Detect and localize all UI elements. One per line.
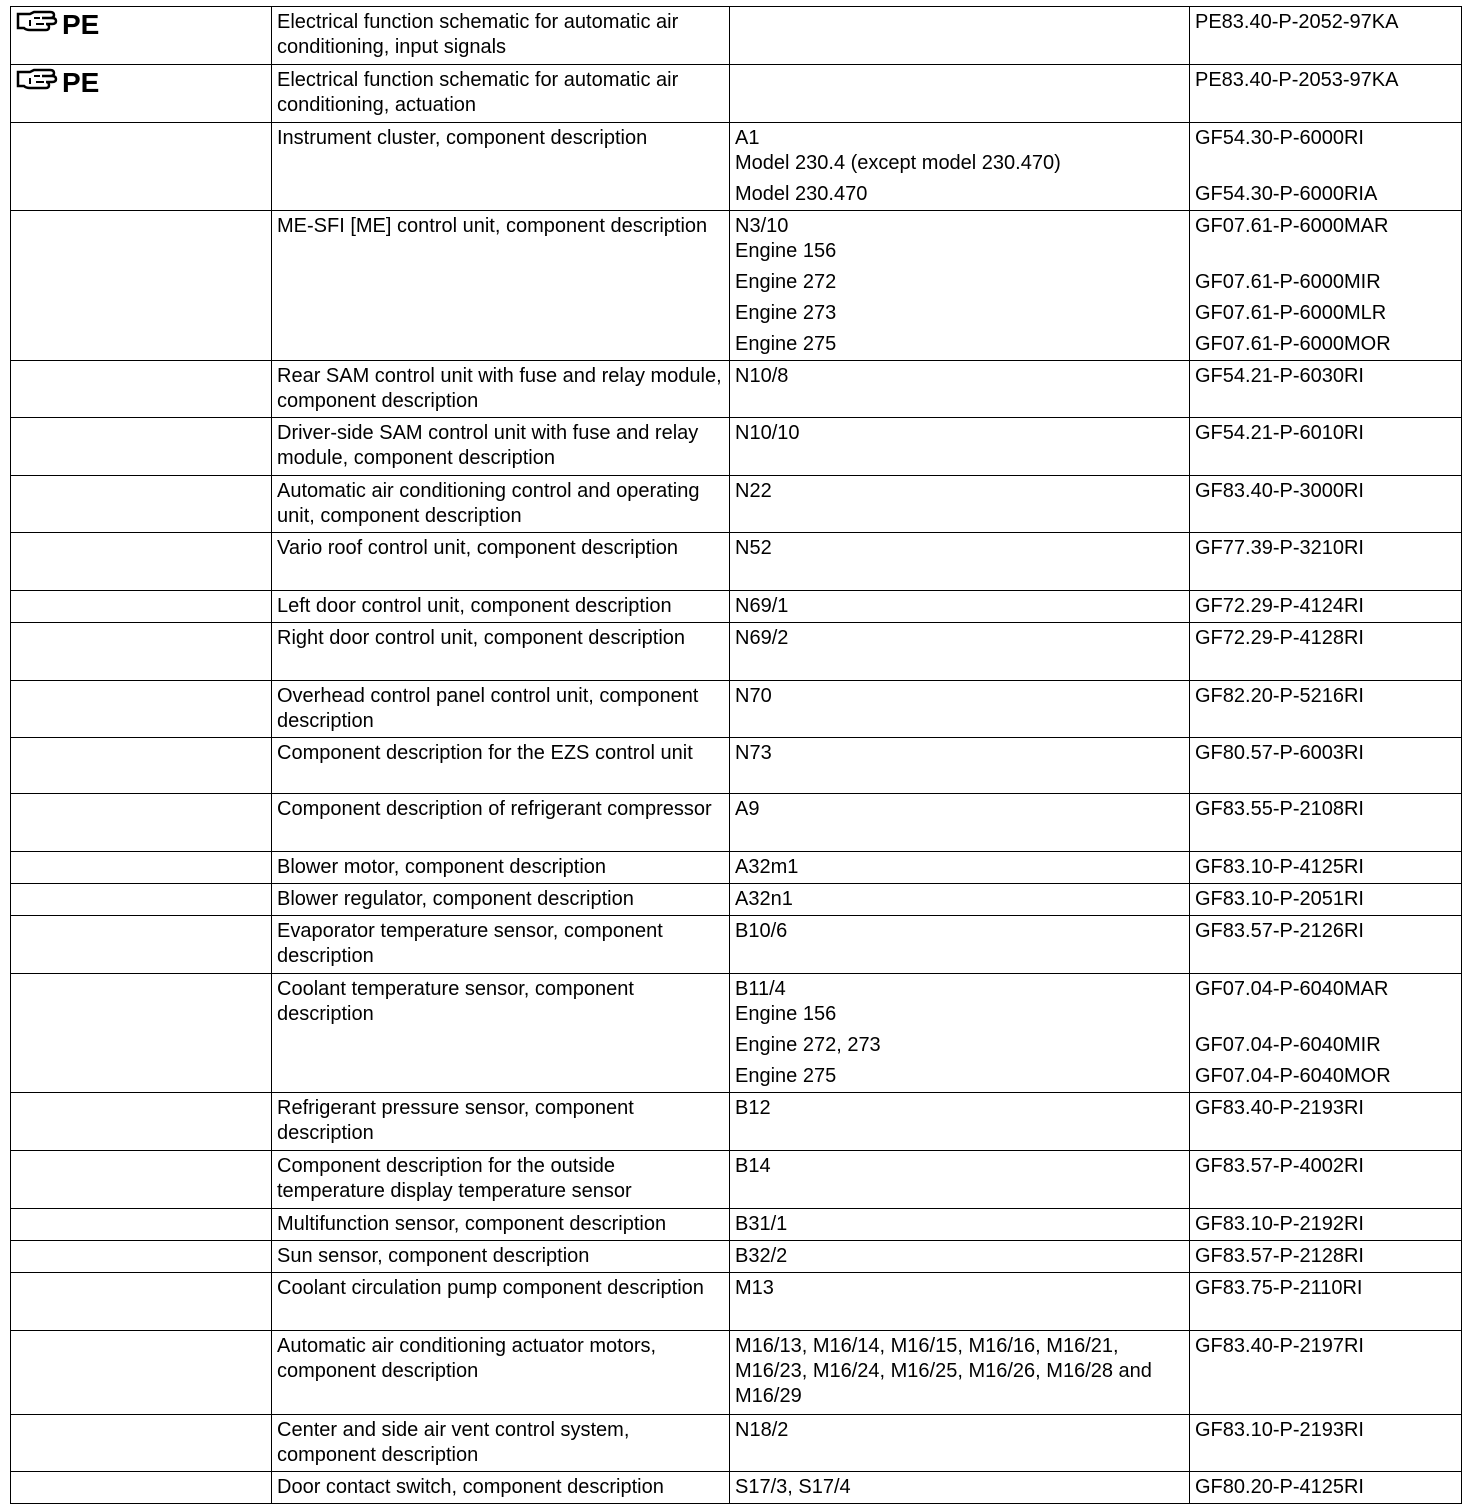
code-cell bbox=[730, 123, 1190, 211]
document-link bbox=[1195, 1002, 1456, 1027]
description-cell: Automatic air conditioning actuator motors, component description bbox=[272, 1331, 730, 1415]
marker-cell bbox=[11, 738, 272, 794]
description-cell: Left door control unit, component description bbox=[272, 591, 730, 623]
document-link[interactable]: GF07.04-P-6040MIR bbox=[1195, 1034, 1381, 1056]
document-link[interactable]: GF83.10-P-4125RI bbox=[1195, 856, 1364, 878]
code-line: N10/10 bbox=[735, 422, 800, 444]
code-line: Engine 272 bbox=[735, 271, 837, 293]
document-link[interactable]: GF83.57-P-2126RI bbox=[1195, 920, 1364, 942]
document-cell bbox=[1190, 476, 1462, 533]
document-cell bbox=[1190, 1241, 1462, 1273]
code-cell bbox=[730, 884, 1190, 916]
document-cell bbox=[1190, 1472, 1462, 1504]
code-line: N73 bbox=[735, 742, 772, 764]
table-row bbox=[11, 211, 1462, 361]
code-line: B14 bbox=[735, 1155, 771, 1177]
code-cell bbox=[730, 591, 1190, 623]
document-link[interactable]: GF80.57-P-6003RI bbox=[1195, 742, 1364, 764]
table-row bbox=[11, 7, 1462, 65]
table-row bbox=[11, 1472, 1462, 1504]
code-line: N3/10 bbox=[735, 215, 789, 237]
hand-pointer-icon bbox=[16, 68, 62, 97]
marker-cell bbox=[11, 361, 272, 418]
marker-cell bbox=[11, 1093, 272, 1151]
description-cell: Center and side air vent control system, component description bbox=[272, 1415, 730, 1472]
description-cell: Electrical function schematic for automatic air conditioning, actuation bbox=[272, 65, 730, 123]
description-cell: Blower motor, component description bbox=[272, 852, 730, 884]
code-line: Engine 272, 273 bbox=[735, 1034, 881, 1056]
code-cell bbox=[730, 1093, 1190, 1151]
table-row bbox=[11, 623, 1462, 681]
code-cell bbox=[730, 738, 1190, 794]
document-cell bbox=[1190, 211, 1462, 361]
document-link[interactable]: GF82.20-P-5216RI bbox=[1195, 685, 1364, 707]
code-line: Engine 156 bbox=[735, 1003, 837, 1025]
description-cell: Rear SAM control unit with fuse and relay module, component description bbox=[272, 361, 730, 418]
document-link[interactable]: GF54.21-P-6030RI bbox=[1195, 365, 1364, 387]
table-row bbox=[11, 1209, 1462, 1241]
code-cell bbox=[730, 623, 1190, 681]
marker-cell bbox=[11, 123, 272, 211]
document-cell bbox=[1190, 7, 1462, 65]
table-row bbox=[11, 738, 1462, 794]
table-row bbox=[11, 1415, 1462, 1472]
marker-cell bbox=[11, 623, 272, 681]
code-cell bbox=[730, 476, 1190, 533]
table-row bbox=[11, 418, 1462, 476]
description-cell: Blower regulator, component description bbox=[272, 884, 730, 916]
code-line: A32n1 bbox=[735, 888, 793, 910]
marker-cell bbox=[11, 1472, 272, 1504]
code-cell bbox=[730, 681, 1190, 738]
code-line: N69/2 bbox=[735, 627, 789, 649]
document-cell bbox=[1190, 65, 1462, 123]
code-cell bbox=[730, 65, 1190, 123]
code-line: Engine 275 bbox=[735, 333, 837, 355]
code-line: Model 230.4 (except model 230.470) bbox=[735, 152, 1061, 174]
document-link[interactable]: GF07.61-P-6000MOR bbox=[1195, 333, 1391, 355]
code-line: B11/4 bbox=[735, 978, 786, 1000]
document-link[interactable]: GF07.61-P-6000MAR bbox=[1195, 215, 1389, 237]
description-cell: Overhead control panel control unit, component description bbox=[272, 681, 730, 738]
table-row bbox=[11, 361, 1462, 418]
document-cell bbox=[1190, 623, 1462, 681]
pe-marker[interactable] bbox=[16, 10, 266, 39]
description-cell: Evaporator temperature sensor, component description bbox=[272, 916, 730, 974]
marker-cell bbox=[11, 533, 272, 591]
document-link[interactable]: GF83.40-P-3000RI bbox=[1195, 480, 1364, 502]
document-link bbox=[1195, 151, 1456, 176]
document-link[interactable]: PE83.40-P-2052-97KA bbox=[1195, 11, 1399, 33]
marker-cell bbox=[11, 1241, 272, 1273]
description-cell: Refrigerant pressure sensor, component description bbox=[272, 1093, 730, 1151]
marker-cell bbox=[11, 65, 272, 123]
description-cell: Component description for the EZS control unit bbox=[272, 738, 730, 794]
table-row bbox=[11, 916, 1462, 974]
marker-cell bbox=[11, 794, 272, 852]
description-cell: Vario roof control unit, component description bbox=[272, 533, 730, 591]
code-cell bbox=[730, 794, 1190, 852]
code-line: N18/2 bbox=[735, 1419, 789, 1441]
document-link[interactable]: GF83.57-P-4002RI bbox=[1195, 1155, 1364, 1177]
description-cell: ME-SFI [ME] control unit, component description bbox=[272, 211, 730, 361]
document-cell bbox=[1190, 794, 1462, 852]
marker-cell bbox=[11, 1151, 272, 1209]
document-cell bbox=[1190, 361, 1462, 418]
description-cell: Coolant circulation pump component description bbox=[272, 1273, 730, 1331]
table-row bbox=[11, 1273, 1462, 1331]
document-cell bbox=[1190, 1331, 1462, 1415]
code-line: N22 bbox=[735, 480, 772, 502]
description-cell: Sun sensor, component description bbox=[272, 1241, 730, 1273]
document-link[interactable]: GF07.04-P-6040MOR bbox=[1195, 1065, 1391, 1087]
document-cell bbox=[1190, 1093, 1462, 1151]
document-cell bbox=[1190, 1151, 1462, 1209]
code-cell bbox=[730, 361, 1190, 418]
document-cell bbox=[1190, 1273, 1462, 1331]
document-cell bbox=[1190, 533, 1462, 591]
table-row bbox=[11, 974, 1462, 1093]
code-line bbox=[735, 68, 1184, 93]
marker-cell bbox=[11, 476, 272, 533]
document-link[interactable]: GF83.57-P-2128RI bbox=[1195, 1245, 1364, 1267]
code-cell bbox=[730, 1151, 1190, 1209]
description-cell: Electrical function schematic for automatic air conditioning, input signals bbox=[272, 7, 730, 65]
document-link[interactable]: GF07.61-P-6000MLR bbox=[1195, 302, 1387, 324]
marker-cell bbox=[11, 852, 272, 884]
table-row bbox=[11, 476, 1462, 533]
marker-cell bbox=[11, 1415, 272, 1472]
code-line: B32/2 bbox=[735, 1245, 788, 1267]
document-link[interactable]: GF07.61-P-6000MIR bbox=[1195, 271, 1381, 293]
marker-cell bbox=[11, 418, 272, 476]
document-link bbox=[1195, 239, 1456, 264]
document-cell bbox=[1190, 852, 1462, 884]
marker-cell bbox=[11, 591, 272, 623]
code-cell bbox=[730, 852, 1190, 884]
document-cell bbox=[1190, 974, 1462, 1093]
table-row bbox=[11, 852, 1462, 884]
document-link[interactable]: GF54.30-P-6000RIA bbox=[1195, 183, 1378, 205]
document-cell bbox=[1190, 591, 1462, 623]
document-link[interactable]: GF77.39-P-3210RI bbox=[1195, 537, 1364, 559]
code-line: Engine 275 bbox=[735, 1065, 837, 1087]
document-link[interactable]: GF83.10-P-2192RI bbox=[1195, 1213, 1364, 1235]
code-line: Engine 156 bbox=[735, 240, 837, 262]
document-link[interactable]: GF83.10-P-2051RI bbox=[1195, 888, 1364, 910]
pe-marker[interactable] bbox=[16, 68, 266, 97]
table-row bbox=[11, 591, 1462, 623]
table-row bbox=[11, 1241, 1462, 1273]
document-link[interactable]: GF54.21-P-6010RI bbox=[1195, 422, 1364, 444]
document-link[interactable]: GF72.29-P-4124RI bbox=[1195, 595, 1364, 617]
code-cell bbox=[730, 1273, 1190, 1331]
code-cell bbox=[730, 533, 1190, 591]
description-cell: Instrument cluster, component description bbox=[272, 123, 730, 211]
marker-cell bbox=[11, 1273, 272, 1331]
table-row bbox=[11, 1331, 1462, 1415]
code-line: M16/13, M16/14, M16/15, M16/16, M16/21, M16/23, M16/24, M16/25, M16/26, M16/28 and M16/29 bbox=[735, 1335, 1152, 1407]
marker-cell bbox=[11, 681, 272, 738]
marker-cell bbox=[11, 1209, 272, 1241]
code-line: A1 bbox=[735, 127, 760, 149]
code-cell bbox=[730, 974, 1190, 1093]
hand-pointer-icon bbox=[16, 10, 62, 39]
reference-table bbox=[10, 6, 1462, 1504]
document-link[interactable]: GF54.30-P-6000RI bbox=[1195, 127, 1364, 149]
description-cell: Component description of refrigerant compressor bbox=[272, 794, 730, 852]
description-cell: Coolant temperature sensor, component description bbox=[272, 974, 730, 1093]
document-cell bbox=[1190, 418, 1462, 476]
document-cell bbox=[1190, 884, 1462, 916]
description-cell: Multifunction sensor, component description bbox=[272, 1209, 730, 1241]
document-cell bbox=[1190, 123, 1462, 211]
description-cell: Component description for the outside temperature display temperature sensor bbox=[272, 1151, 730, 1209]
code-cell bbox=[730, 1415, 1190, 1472]
marker-cell bbox=[11, 974, 272, 1093]
code-cell bbox=[730, 1331, 1190, 1415]
document-link[interactable]: GF80.20-P-4125RI bbox=[1195, 1476, 1364, 1498]
code-cell bbox=[730, 1472, 1190, 1504]
code-cell bbox=[730, 916, 1190, 974]
document-link[interactable]: GF83.40-P-2193RI bbox=[1195, 1097, 1364, 1119]
code-line: B31/1 bbox=[735, 1213, 788, 1235]
table-row bbox=[11, 681, 1462, 738]
code-line: N52 bbox=[735, 537, 772, 559]
table-row bbox=[11, 884, 1462, 916]
table-row bbox=[11, 123, 1462, 211]
document-link[interactable]: GF07.04-P-6040MAR bbox=[1195, 978, 1389, 1000]
document-cell bbox=[1190, 1209, 1462, 1241]
code-line: B10/6 bbox=[735, 920, 788, 942]
document-cell bbox=[1190, 681, 1462, 738]
document-cell bbox=[1190, 1415, 1462, 1472]
code-cell bbox=[730, 211, 1190, 361]
code-line: S17/3, S17/4 bbox=[735, 1476, 851, 1498]
document-link[interactable]: GF72.29-P-4128RI bbox=[1195, 627, 1364, 649]
table-row bbox=[11, 65, 1462, 123]
marker-cell bbox=[11, 211, 272, 361]
marker-cell bbox=[11, 884, 272, 916]
code-line: N70 bbox=[735, 685, 772, 707]
code-line: Engine 273 bbox=[735, 302, 837, 324]
code-line: B12 bbox=[735, 1097, 771, 1119]
table-row bbox=[11, 1093, 1462, 1151]
code-line: Model 230.470 bbox=[735, 183, 868, 205]
code-line: M13 bbox=[735, 1277, 774, 1299]
marker-cell bbox=[11, 7, 272, 65]
document-link[interactable]: GF83.10-P-2193RI bbox=[1195, 1419, 1364, 1441]
code-line bbox=[735, 10, 1184, 35]
table-row bbox=[11, 794, 1462, 852]
document-cell bbox=[1190, 738, 1462, 794]
code-cell bbox=[730, 1241, 1190, 1273]
document-link[interactable]: GF83.55-P-2108RI bbox=[1195, 798, 1364, 820]
pe-label: PE bbox=[62, 8, 100, 40]
description-cell: Right door control unit, component description bbox=[272, 623, 730, 681]
description-cell: Door contact switch, component description bbox=[272, 1472, 730, 1504]
pe-label: PE bbox=[62, 66, 100, 98]
code-cell bbox=[730, 7, 1190, 65]
table-row bbox=[11, 1151, 1462, 1209]
code-cell bbox=[730, 418, 1190, 476]
reference-table-body bbox=[11, 7, 1462, 1504]
table-row bbox=[11, 533, 1462, 591]
marker-cell bbox=[11, 1331, 272, 1415]
code-cell bbox=[730, 1209, 1190, 1241]
code-line: N69/1 bbox=[735, 595, 789, 617]
marker-cell bbox=[11, 916, 272, 974]
code-line: N10/8 bbox=[735, 365, 789, 387]
description-cell: Automatic air conditioning control and operating unit, component description bbox=[272, 476, 730, 533]
description-cell: Driver-side SAM control unit with fuse and relay module, component description bbox=[272, 418, 730, 476]
code-line: A32m1 bbox=[735, 856, 799, 878]
document-cell bbox=[1190, 916, 1462, 974]
document-link[interactable]: GF83.75-P-2110RI bbox=[1195, 1277, 1363, 1299]
code-line: A9 bbox=[735, 798, 760, 820]
document-link[interactable]: GF83.40-P-2197RI bbox=[1195, 1335, 1364, 1357]
document-link[interactable]: PE83.40-P-2053-97KA bbox=[1195, 69, 1399, 91]
